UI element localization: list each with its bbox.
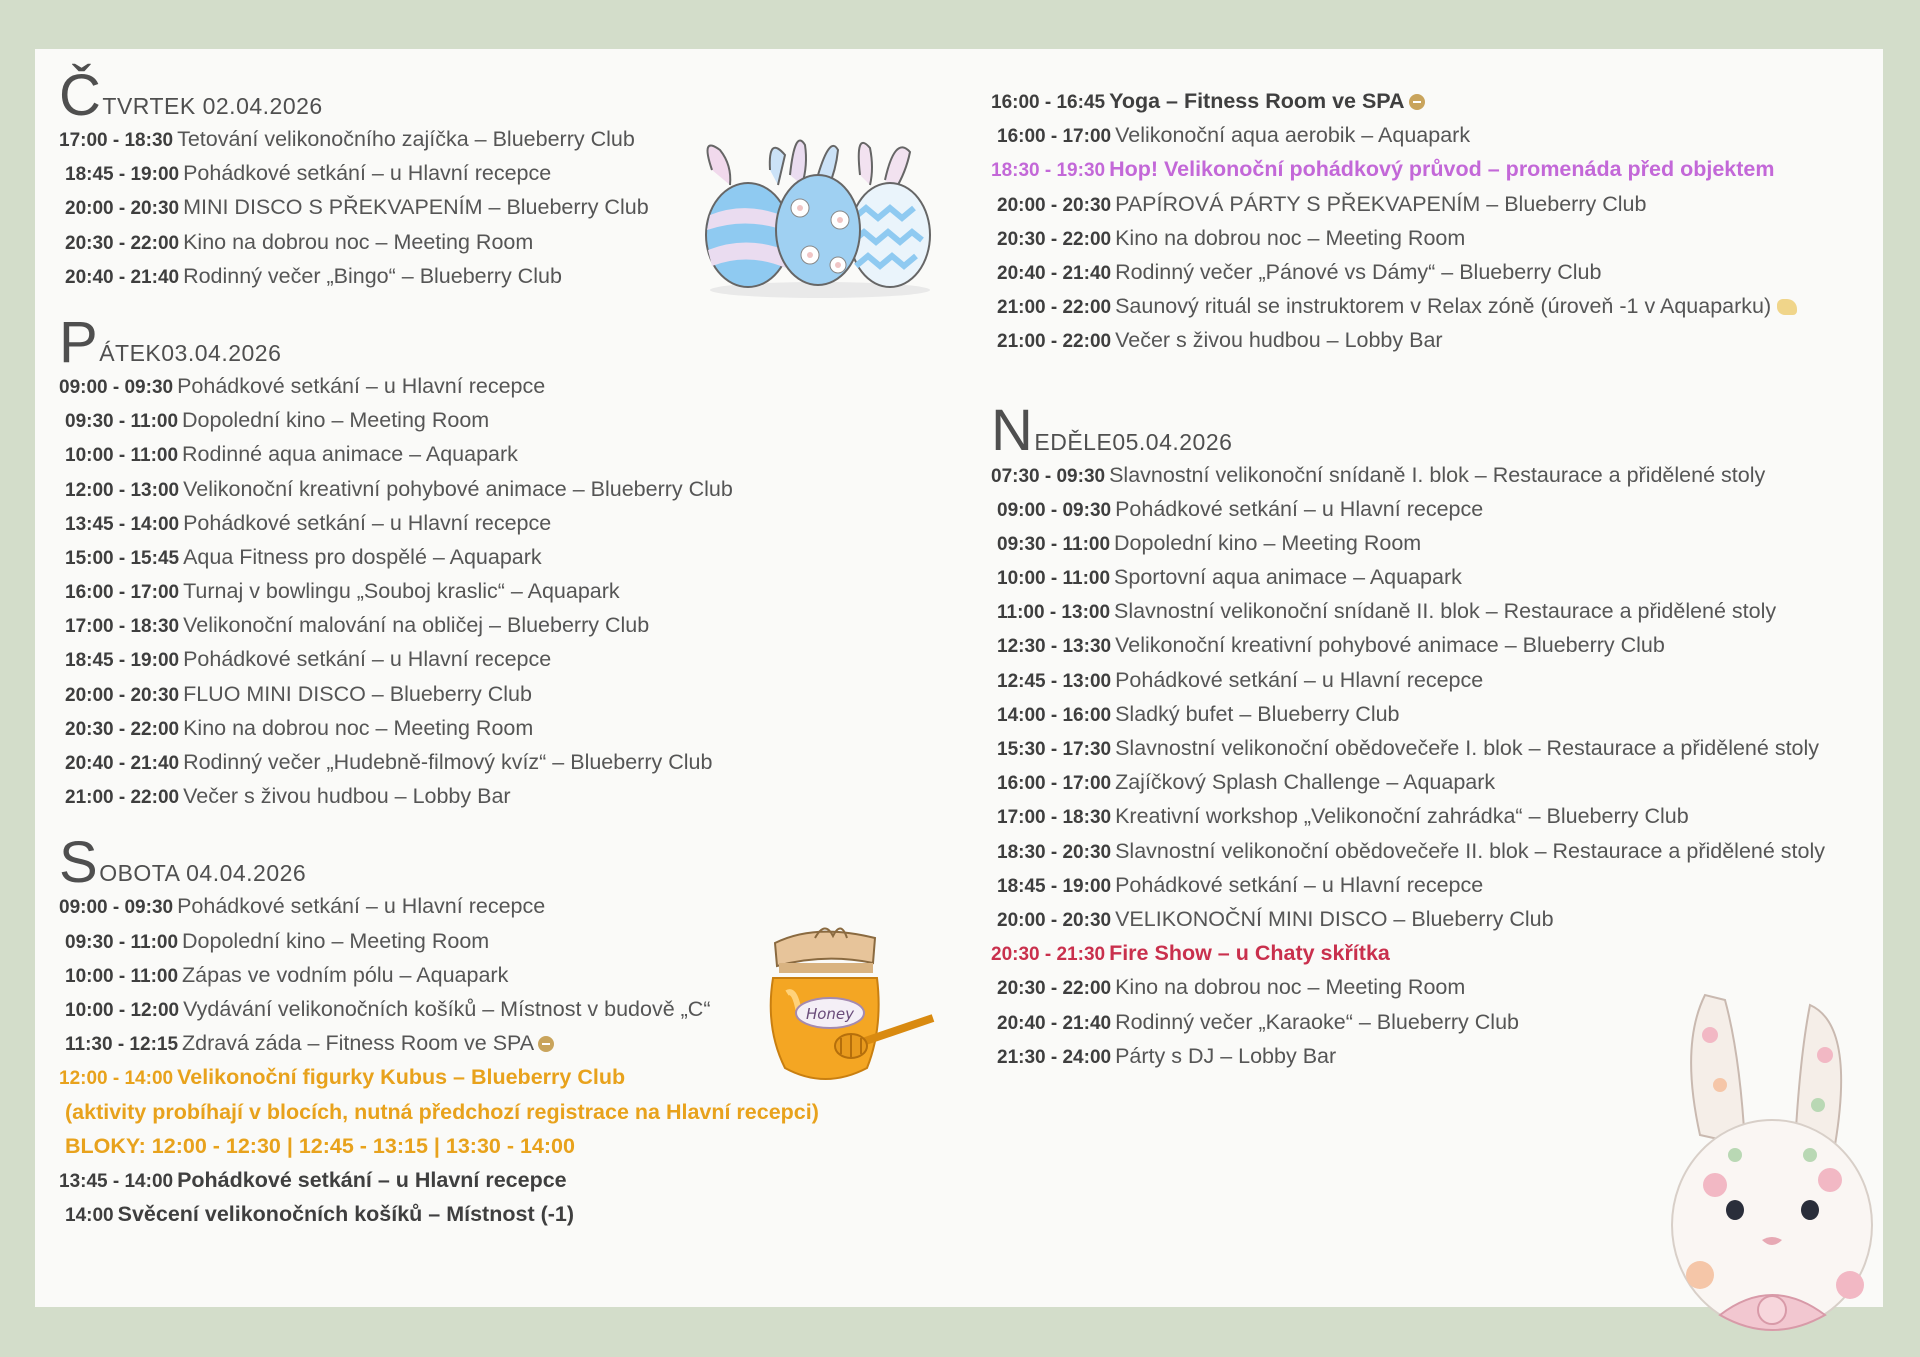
event-time: 13:45 - 14:00 [59,1170,174,1192]
event-text: Sportovní aqua animace – Aquapark [1114,565,1462,590]
event-row [991,663,1871,697]
day-title: OBOTA 04.04.2026 [99,860,307,887]
event-text: Zajíčkový Splash Challenge – Aquapark [1115,770,1496,795]
event-text: MINI DISCO S PŘEKVAPENÍM – Blueberry Club [183,195,649,220]
event-row [991,731,1871,765]
event-time: 09:30 - 11:00 [65,931,179,953]
event-time: 12:00 - 14:00 [59,1068,174,1090]
event-row [991,152,1871,186]
event-text: Velikonoční malování na obličej – Blueberry Club [183,613,650,638]
event-row [991,118,1871,152]
event-row [991,492,1871,526]
event-text: Pohádkové setkání – u Hlavní recepce [1115,667,1484,692]
event-text: Dopolední kino – Meeting Room [182,408,490,433]
event-text: Slavnostní velikonoční obědovečeře I. blok – Restaurace a přidělené stoly [1115,736,1820,760]
event-time: 09:30 - 11:00 [65,411,179,433]
easter-eggs-illustration [690,130,950,300]
event-row [59,369,959,403]
event-time: 09:00 - 09:30 [59,897,174,919]
event-time: 09:30 - 11:00 [997,533,1111,555]
event-text: Tetování velikonočního zajíčka – Blueberry Club [177,127,635,151]
event-row [991,834,1871,868]
event-text: Pohádkové setkání – u Hlavní recepce [183,161,552,186]
event-row [59,1163,959,1197]
event-text: BLOKY: 12:00 - 12:30 | 12:45 - 13:15 | 13:30 - 14:00 [65,1133,575,1158]
event-time: 20:30 - 22:00 [997,978,1112,1000]
honey-jar-illustration [755,918,945,1093]
event-text: Fire Show – u Chaty skřítka [1109,941,1390,966]
event-time: 07:30 - 09:30 [991,465,1106,487]
event-text: Pohádkové setkání – u Hlavní recepce [177,373,546,398]
event-row [59,1129,959,1163]
event-row [59,608,959,642]
event-text: Velikonoční kreativní pohybové animace – Blueberry Club [1115,633,1665,658]
floral-bunny-illustration [1660,985,1900,1357]
event-text: Rodinný večer „Hudebně-filmový kvíz“ – Blueberry Club [183,750,713,774]
event-text: Turnaj v bowlingu „Souboj kraslic“ – Aquapark [183,579,620,604]
event-row [59,574,959,608]
event-time: 20:30 - 22:00 [997,228,1112,250]
event-time: 21:00 - 22:00 [997,297,1112,319]
event-time: 20:30 - 22:00 [65,718,180,740]
event-text: Kino na dobrou noc – Meeting Room [1115,225,1466,250]
event-time: 18:30 - 19:30 [991,160,1106,182]
event-text: Pohádkové setkání – u Hlavní recepce [183,647,552,672]
event-text: Večer s živou hudbou – Lobby Bar [1115,328,1443,353]
event-text: Zápas ve vodním pólu – Aquapark [182,962,509,987]
event-text: Aqua Fitness pro dospělé – Aquapark [183,544,542,569]
honey-jar-label: Honey [805,1005,855,1023]
event-text: Rodinné aqua animace – Aquapark [182,442,518,467]
event-text: (aktivity probíhají v blocích, nutná předchozí registrace na Hlavní recepci) [65,1099,819,1124]
event-text: Pohádkové setkání – u Hlavní recepce [183,510,552,535]
event-time: 20:00 - 20:30 [997,194,1112,216]
event-text: Sladký bufet – Blueberry Club [1115,701,1400,726]
event-time: 13:45 - 14:00 [65,513,180,535]
day-initial: S [59,830,99,896]
event-text: Vydávání velikonočních košíků – Místnost v budově „C“ [183,996,711,1021]
event-text: Dopolední kino – Meeting Room [1114,530,1422,555]
day-heading-thursday [59,62,959,128]
event-row [59,437,959,471]
event-text: Pohádkové setkání – u Hlavní recepce [177,894,546,919]
event-row [59,711,959,745]
event-time: 20:40 - 21:40 [65,753,180,774]
event-row [59,506,959,540]
event-time: 15:30 - 17:30 [997,739,1112,760]
event-row [991,255,1871,289]
event-row [991,526,1871,560]
event-time: 17:00 - 18:30 [59,130,174,151]
booking-icon [538,1036,554,1052]
event-text: FLUO MINI DISCO – Blueberry Club [183,681,532,706]
event-row [59,1197,959,1231]
event-time: 18:45 - 19:00 [997,875,1112,897]
event-text: Yoga – Fitness Room ve SPA [1109,89,1405,113]
event-time: 21:00 - 22:00 [65,787,180,809]
event-time: 09:00 - 09:30 [59,376,174,398]
event-row [991,902,1871,936]
event-text: Slavnostní velikonoční snídaně II. blok – Restaurace a přidělené stoly [1114,599,1777,624]
right-column [991,74,1871,1073]
event-time: 18:45 - 19:00 [65,650,180,672]
day-heading-friday [59,309,959,375]
event-row [991,84,1871,118]
day-title: ÁTEK03.04.2026 [99,339,282,366]
event-time: 12:30 - 13:30 [997,636,1112,658]
event-text: PAPÍROVÁ PÁRTY S PŘEKVAPENÍM – Blueberry Club [1115,191,1647,216]
event-time: 20:00 - 20:30 [997,909,1112,931]
hand-icon [1777,299,1797,315]
day-initial: N [991,398,1034,464]
event-time: 14:00 - 16:00 [997,704,1112,726]
event-time: 20:40 - 21:40 [997,262,1112,284]
event-text: Kino na dobrou noc – Meeting Room [183,715,534,740]
event-row [59,745,959,779]
event-text: Velikonoční aqua aerobik – Aquapark [1115,123,1471,148]
event-row [59,472,959,506]
event-row [59,642,959,676]
event-row [991,187,1871,221]
event-row [991,560,1871,594]
event-time: 10:00 - 12:00 [65,999,180,1021]
event-time: 16:00 - 16:45 [991,92,1106,113]
day-title: EDĚLE05.04.2026 [1034,428,1233,455]
day-heading-sunday [991,398,1871,464]
event-time: 11:00 - 13:00 [997,602,1111,624]
event-row [991,765,1871,799]
event-time: 20:30 - 21:30 [991,944,1106,966]
event-text: Hop! Velikonoční pohádkový průvod – promenáda před objektem [1109,157,1775,182]
event-time: 16:00 - 17:00 [997,773,1112,795]
event-time: 21:00 - 22:00 [997,331,1112,353]
event-time: 11:30 - 12:15 [65,1034,179,1056]
event-time: 10:00 - 11:00 [65,965,179,987]
event-text: Dopolední kino – Meeting Room [182,928,490,953]
event-time: 21:30 - 24:00 [997,1046,1112,1068]
day-title: TVRTEK 02.04.2026 [102,93,323,119]
booking-icon [1409,94,1425,110]
event-time: 18:45 - 19:00 [65,164,180,186]
day-heading-saturday [59,830,959,896]
event-text: Velikonoční kreativní pohybové animace – Blueberry Club [183,476,733,501]
event-time: 17:00 - 18:30 [65,616,180,638]
event-row [991,289,1871,323]
event-text: Pohádkové setkání – u Hlavní recepce [1115,496,1484,521]
event-row [991,697,1871,731]
event-time: 16:00 - 17:00 [997,126,1112,148]
event-time: 14:00 [65,1205,114,1227]
day-initial: Č [59,62,102,128]
event-text: Pohádkové setkání – u Hlavní recepce [1115,872,1484,897]
event-text: Kino na dobrou noc – Meeting Room [183,229,534,254]
event-text: Slavnostní velikonoční snídaně I. blok – Restaurace a přidělené stoly [1109,462,1766,487]
event-time: 20:40 - 21:40 [997,1012,1112,1034]
event-text: Kino na dobrou noc – Meeting Room [1115,975,1466,1000]
event-text: Rodinný večer „Karaoke“ – Blueberry Club [1115,1009,1519,1034]
event-text: Pohádkové setkání – u Hlavní recepce [177,1167,567,1192]
event-time: 20:30 - 22:00 [65,232,180,254]
event-time: 20:40 - 21:40 [65,266,180,288]
event-row [991,458,1871,492]
event-text: Svěcení velikonočních košíků – Místnost (-1) [117,1202,575,1227]
event-time: 20:00 - 20:30 [65,198,180,220]
event-row [59,540,959,574]
event-text: Zdravá záda – Fitness Room ve SPA [182,1031,535,1056]
event-row [59,403,959,437]
day-initial: P [59,309,99,375]
event-row [991,221,1871,255]
event-time: 12:00 - 13:00 [65,479,180,501]
event-text: VELIKONOČNÍ MINI DISCO – Blueberry Club [1115,906,1554,931]
event-text: Večer s živou hudbou – Lobby Bar [183,784,511,809]
event-time: 10:00 - 11:00 [997,568,1111,590]
event-time: 17:00 - 18:30 [997,807,1112,829]
event-text: Rodinný večer „Pánové vs Dámy“ – Blueberry Club [1115,259,1602,284]
event-row [991,323,1871,357]
event-text: Slavnostní velikonoční obědovečeře II. blok – Restaurace a přidělené stoly [1115,838,1825,863]
event-row [991,628,1871,662]
event-time: 20:00 - 20:30 [65,684,180,706]
event-row [991,936,1871,970]
event-time: 16:00 - 17:00 [65,582,180,604]
event-text: Párty s DJ – Lobby Bar [1115,1043,1337,1068]
event-time: 09:00 - 09:30 [997,499,1112,521]
event-text: Velikonoční figurky Kubus – Blueberry Club [177,1065,626,1090]
event-time: 12:45 - 13:00 [997,670,1112,692]
event-row [991,594,1871,628]
event-row [991,868,1871,902]
event-time: 18:30 - 20:30 [997,841,1112,863]
event-text: Rodinný večer „Bingo“ – Blueberry Club [183,263,562,288]
event-text: Saunový rituál se instruktorem v Relax zóně (úroveň -1 v Aquaparku) [1115,294,1772,319]
event-row [59,677,959,711]
event-time: 15:00 - 15:45 [65,547,180,569]
event-time: 10:00 - 11:00 [65,445,179,467]
event-text: Kreativní workshop „Velikonoční zahrádka“ – Blueberry Club [1115,804,1689,829]
event-row [991,799,1871,833]
event-row [59,1095,959,1129]
event-row [59,779,959,813]
